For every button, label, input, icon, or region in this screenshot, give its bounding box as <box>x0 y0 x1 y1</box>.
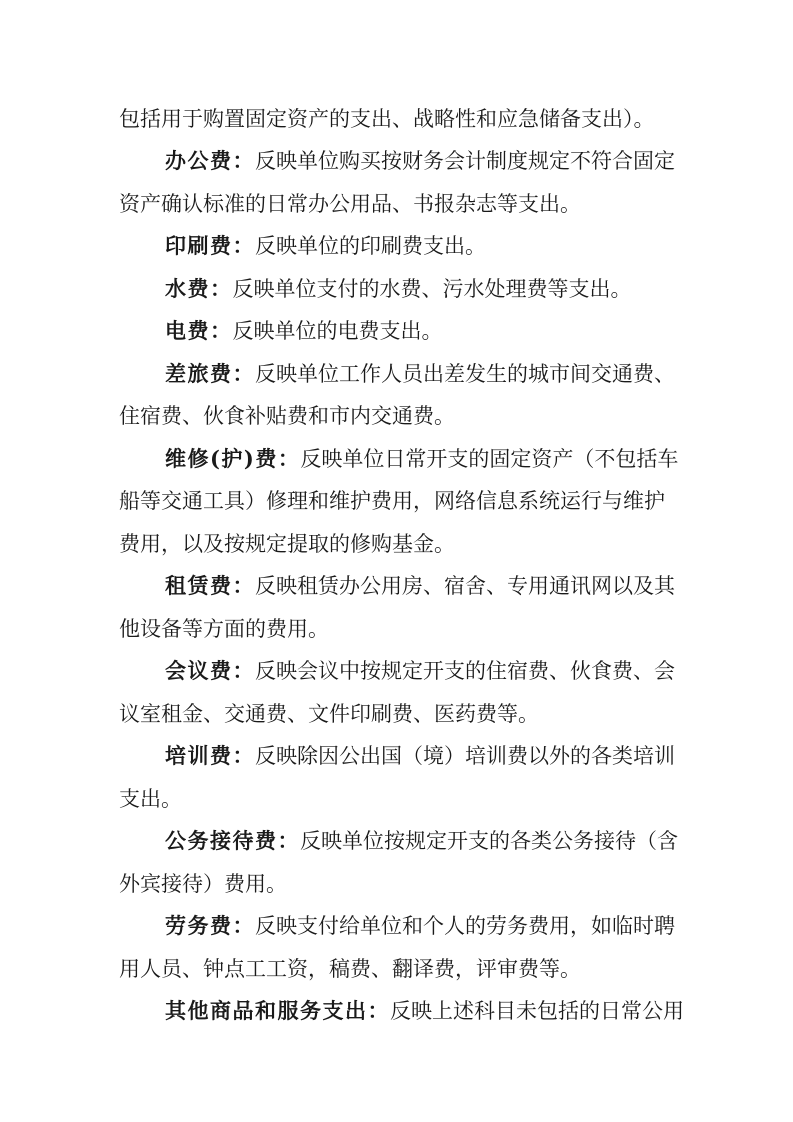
entry-electricity-expense <box>0 318 793 344</box>
definition-text: 支出。 <box>119 787 182 811</box>
entry-printing-expense <box>0 233 793 259</box>
entry-travel-expense <box>0 361 793 387</box>
text-line <box>0 616 793 642</box>
definition-text: 反映单位购买按财务会计制度规定不符合固定 <box>255 149 675 173</box>
term-label: 电费： <box>165 318 233 343</box>
definition-text: 用人员、钟点工工资，稿费、翻译费，评审费等。 <box>119 957 581 981</box>
entry-other-goods-services <box>0 998 793 1024</box>
definition-text: 外宾接待）费用。 <box>119 872 287 896</box>
term-label: 租赁费： <box>165 573 255 598</box>
text-line <box>0 106 793 132</box>
term-label: 公务接待费： <box>165 828 300 853</box>
entry-water-expense <box>0 276 793 302</box>
term-label: 维修(护)费： <box>165 446 301 471</box>
term-label: 劳务费： <box>165 913 255 938</box>
definition-text: 反映单位支付的水费、污水处理费等支出。 <box>232 277 632 301</box>
definition-text: 住宿费、伙食补贴费和市内交通费。 <box>119 404 455 428</box>
text-line <box>0 956 793 982</box>
term-label: 培训费： <box>165 743 255 768</box>
text-line <box>0 786 793 812</box>
definition-text: 船等交通工具）修理和维护费用，网络信息系统运行与维护 <box>119 489 665 513</box>
term-label: 办公费： <box>165 148 255 173</box>
definition-text: 他设备等方面的费用。 <box>119 617 329 641</box>
term-label: 水费： <box>165 276 233 301</box>
definition-text: 反映单位按规定开支的各类公务接待（含 <box>300 829 678 853</box>
term-label: 会议费： <box>165 658 255 683</box>
text-line <box>0 191 793 217</box>
definition-text: 反映单位的印刷费支出。 <box>255 234 486 258</box>
definition-text: 反映单位日常开支的固定资产（不包括车 <box>300 447 679 471</box>
definition-text: 反映单位的电费支出。 <box>232 319 443 343</box>
entry-labor-expense <box>0 913 793 939</box>
term-label: 差旅费： <box>165 361 255 386</box>
text-line <box>0 701 793 727</box>
entry-reception-expense <box>0 828 793 854</box>
entry-maintenance-expense <box>0 446 793 472</box>
text-line <box>0 531 793 557</box>
definition-text: 反映租赁办公用房、宿舍、专用通讯网以及其 <box>255 574 675 598</box>
definition-text: 资产确认标准的日常办公用品、书报杂志等支出。 <box>119 192 581 216</box>
definition-text: 反映除因公出国（境）培训费以外的各类培训 <box>255 744 675 768</box>
entry-meeting-expense <box>0 658 793 684</box>
definition-text: 反映支付给单位和个人的劳务费用，如临时聘 <box>255 914 675 938</box>
continuation-text: 包括用于购置固定资产的支出、战略性和应急储备支出）。 <box>119 107 655 131</box>
definition-text: 反映上述科目未包括的日常公用 <box>390 999 684 1023</box>
definition-text: 反映会议中按规定开支的住宿费、伙食费、会 <box>255 659 675 683</box>
entry-office-expense <box>0 148 793 174</box>
term-label: 印刷费： <box>165 233 255 258</box>
text-line <box>0 403 793 429</box>
definition-text: 反映单位工作人员出差发生的城市间交通费、 <box>255 362 675 386</box>
definition-text: 议室租金、交通费、文件印刷费、医药费等。 <box>119 702 539 726</box>
text-line <box>0 871 793 897</box>
text-line <box>0 488 793 514</box>
definition-text: 费用，以及按规定提取的修购基金。 <box>119 532 455 556</box>
term-label: 其他商品和服务支出： <box>165 998 390 1023</box>
entry-training-expense <box>0 743 793 769</box>
entry-rental-expense <box>0 573 793 599</box>
